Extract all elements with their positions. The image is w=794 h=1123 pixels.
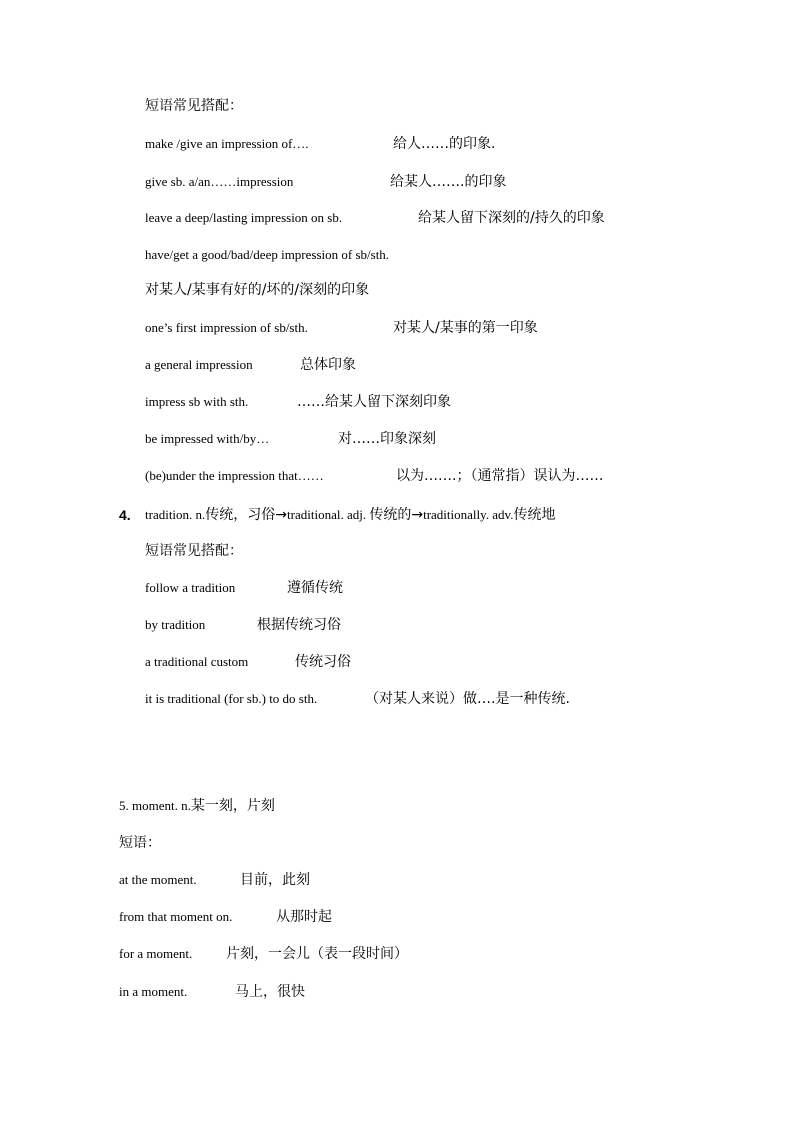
title-en: 5. moment. n. — [119, 798, 191, 813]
title-zh: 某一刻，片刻 — [190, 798, 275, 814]
phrase-en: for a moment. — [119, 946, 193, 961]
phrase-zh: 片刻，一会儿（表一段时间） — [226, 946, 408, 962]
title-part: 传统地 — [513, 507, 556, 523]
phrase-zh: 对某人/某事的第一印象 — [393, 320, 538, 336]
phrase-row — [145, 245, 389, 265]
phrase-row — [145, 466, 604, 486]
phrase-row — [145, 280, 369, 300]
phrase-zh: 对某人/某事有好的/坏的/深刻的印象 — [145, 282, 370, 298]
phrase-en: (be)under the impression that…… — [145, 468, 324, 483]
phrase-row — [145, 392, 451, 412]
phrase-zh: 总体印象 — [300, 357, 356, 373]
phrase-row — [119, 907, 332, 927]
phrase-zh: ……给某人留下深刻印象 — [297, 394, 451, 410]
phrase-zh: 从那时起 — [276, 909, 332, 925]
title-part: 传统，习俗→ — [205, 507, 288, 523]
title-part: 传统的→ — [369, 507, 424, 523]
section4-number: 4. — [119, 507, 131, 523]
phrase-row — [145, 355, 356, 375]
phrase-zh: 给人……的印象. — [393, 136, 496, 152]
phrase-en: give sb. a/an……impression — [145, 174, 294, 189]
section4-heading: 短语常见搭配： — [145, 543, 243, 559]
section4-title — [145, 505, 555, 525]
section5-title — [119, 796, 275, 816]
phrase-en: one’s first impression of sb/sth. — [145, 320, 308, 335]
phrase-zh: 传统习俗 — [295, 654, 351, 670]
phrase-row — [145, 318, 538, 338]
phrase-zh: （对某人来说）做….是一种传统. — [365, 691, 570, 707]
phrase-en: have/get a good/bad/deep impression of sb/sth. — [145, 247, 390, 262]
title-part: tradition. n. — [145, 507, 206, 522]
phrase-row — [145, 208, 605, 228]
phrase-zh: 对……印象深刻 — [338, 431, 436, 447]
phrase-row — [145, 578, 343, 598]
phrase-en: a traditional custom — [145, 654, 249, 669]
phrase-row — [145, 134, 496, 154]
phrase-en: in a moment. — [119, 984, 188, 999]
phrase-row — [145, 652, 351, 672]
phrase-row — [119, 944, 408, 964]
phrase-row — [119, 982, 305, 1002]
phrase-en: by tradition — [145, 617, 206, 632]
phrase-row — [119, 870, 310, 890]
phrase-en: make /give an impression of…. — [145, 136, 309, 151]
title-part: traditionally. adv. — [423, 507, 514, 522]
phrase-zh: 目前，此刻 — [240, 872, 310, 888]
phrase-en: be impressed with/by… — [145, 431, 270, 446]
phrase-row — [145, 172, 507, 192]
phrase-zh: 遵循传统 — [287, 580, 343, 596]
phrase-en: from that moment on. — [119, 909, 233, 924]
phrase-row — [145, 615, 341, 635]
phrase-en: leave a deep/lasting impression on sb. — [145, 210, 343, 225]
section3-heading: 短语常见搭配： — [145, 98, 243, 114]
phrase-zh: 马上，很快 — [235, 984, 305, 1000]
section5-heading: 短语： — [119, 835, 161, 851]
title-part: traditional. adj. — [287, 507, 370, 522]
phrase-row — [145, 429, 436, 449]
phrase-en: a general impression — [145, 357, 253, 372]
phrase-row — [145, 689, 570, 709]
phrase-en: follow a tradition — [145, 580, 236, 595]
phrase-en: it is traditional (for sb.) to do sth. — [145, 691, 318, 706]
phrase-en: impress sb with sth. — [145, 394, 249, 409]
phrase-zh: 给某人留下深刻的/持久的印象 — [418, 210, 605, 226]
phrase-zh: 以为…….；（通常指）误认为…… — [396, 468, 604, 484]
phrase-zh: 根据传统习俗 — [257, 617, 341, 633]
phrase-zh: 给某人…….的印象 — [390, 174, 507, 190]
phrase-en: at the moment. — [119, 872, 197, 887]
